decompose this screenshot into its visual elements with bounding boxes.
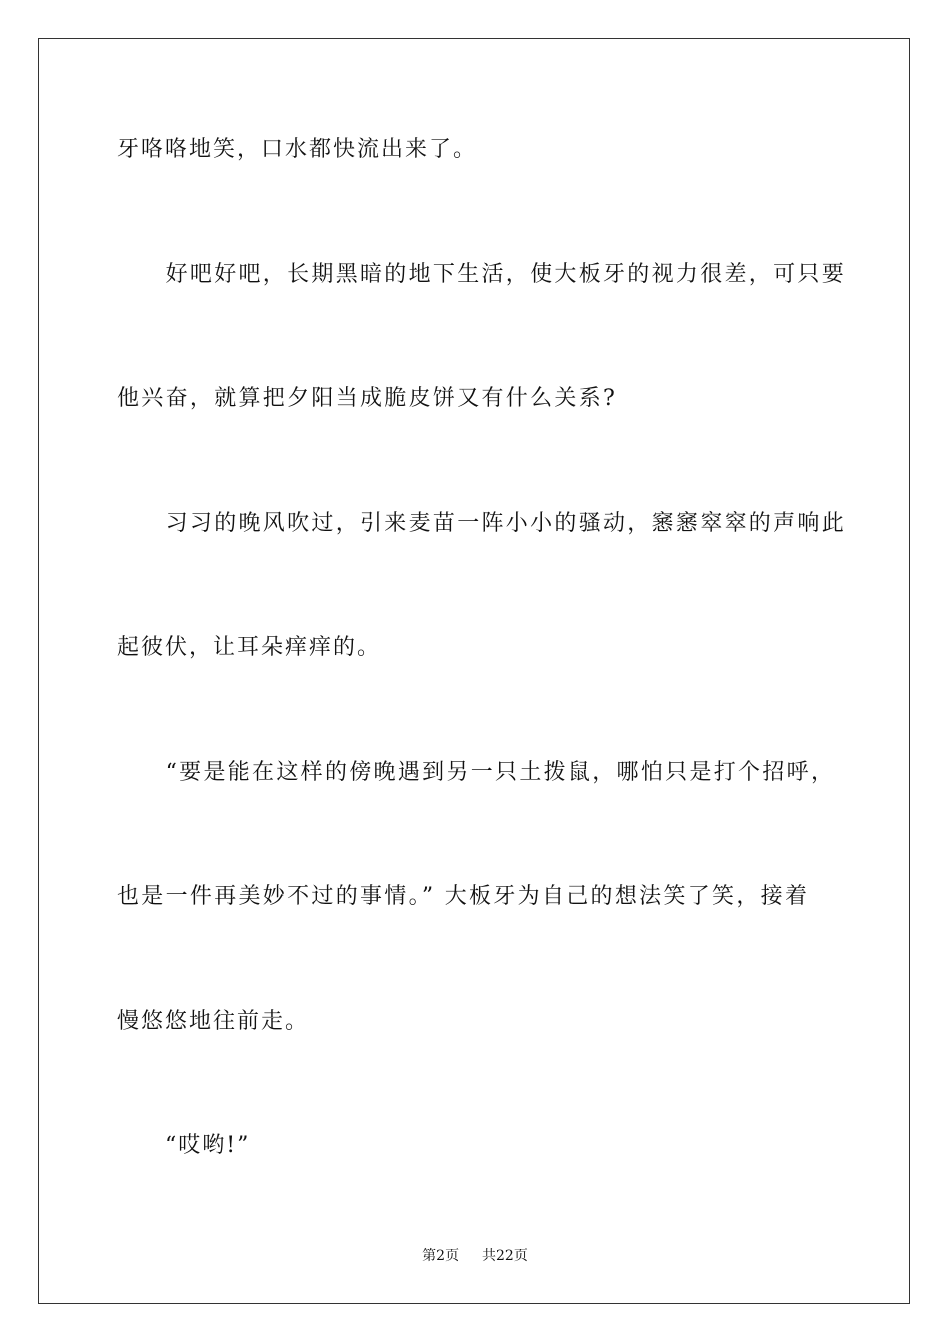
body-text-line-8: 慢悠悠地往前走。 [117, 1009, 310, 1034]
body-text-line-1: 牙咯咯地笑，口水都快流出来了。 [117, 137, 478, 162]
body-text-line-4: 习习的晚风吹过，引来麦苗一阵小小的骚动，窸窸窣窣的声响此 [117, 511, 847, 536]
page-number: 第2页 [422, 1248, 460, 1264]
body-text-line-9: “哎哟!” [117, 1133, 251, 1158]
page-footer [0, 1247, 950, 1265]
page-total: 共22页 [482, 1248, 528, 1264]
body-text-line-5: 起彼伏，让耳朵痒痒的。 [117, 635, 382, 660]
body-text-line-6: “要是能在这样的傍晚遇到另一只土拨鼠，哪怕只是打个招呼， [117, 760, 836, 785]
body-text-line-7: 也是一件再美妙不过的事情。” 大板牙为自己的想法笑了笑，接着 [117, 884, 810, 909]
body-text-line-3: 他兴奋，就算把夕阳当成脆皮饼又有什么关系? [117, 386, 618, 411]
page-border [38, 38, 910, 1304]
body-text-line-2: 好吧好吧，长期黑暗的地下生活，使大板牙的视力很差，可只要 [117, 262, 847, 287]
